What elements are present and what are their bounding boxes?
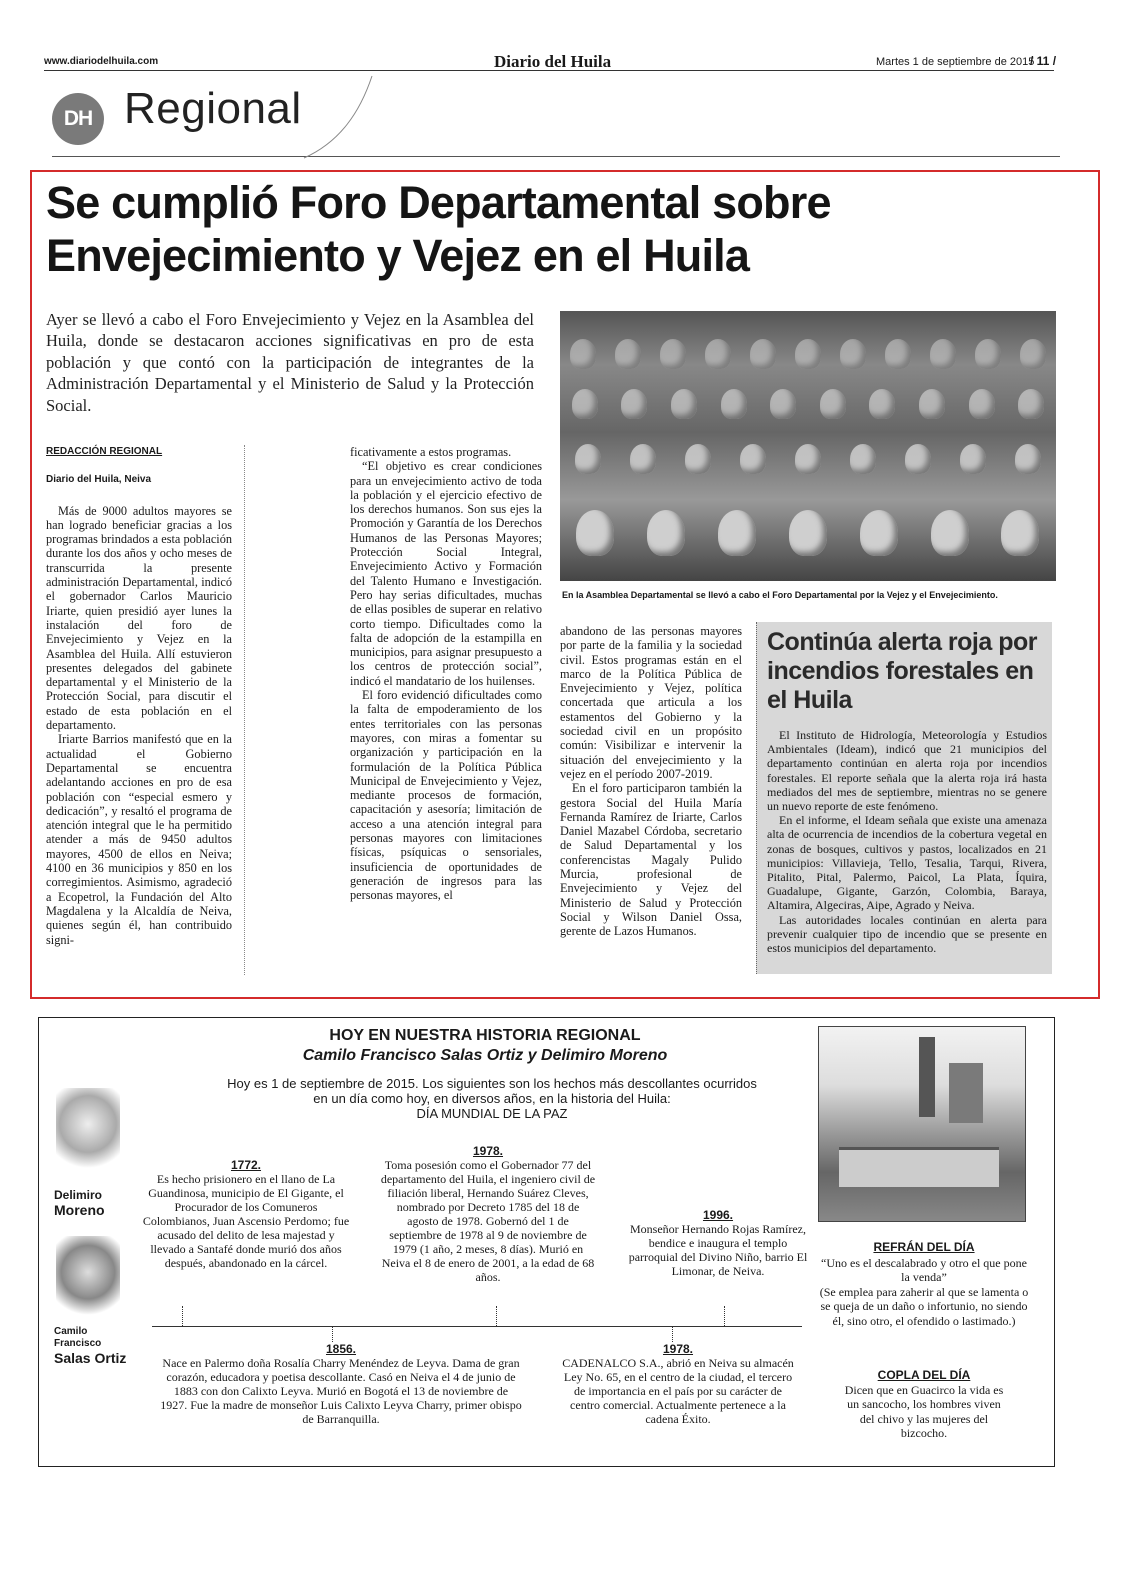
photo-caption: En la Asamblea Departamental se llevó a cabo el Foro Departamental por la Vejez y el Envejecimiento. xyxy=(562,590,998,600)
body-paragraph: abandono de las personas mayores por parte de la familia y la sociedad civil. Estos programas están en el marco de la Política Pública de Envejecimiento y Vejez, política concertada que articula a los estamentos del Gobierno y la sociedad civil en un propósito común: Visibilizar e intervenir la situación del envejecimiento y la vejez en el período 2007-2019. xyxy=(560,624,742,781)
copla-text: Dicen que en Guacirco la vida es un sancocho, los hombres viven del chivo y las mujeres del bizcocho. xyxy=(844,1382,1004,1440)
body-paragraph: En el foro participaron también la gestora Social del Huila María Fernanda Ramírez de Iriarte, Carlos Daniel Mazabel Córdoba, secretario de Salud Departamental y los conferencistas Magaly Pulido Murcia, profesional de Envejecimiento y Vejez del Ministerio de Salud y Protección Social y Wilson Daniel Ossa, gerente de Lazos Humanos. xyxy=(560,781,742,939)
header-rule xyxy=(44,70,1054,71)
event-1978-gov xyxy=(380,1144,596,1284)
author-first-name: Delimiro xyxy=(54,1188,103,1202)
copla-title: COPLA DEL DÍA xyxy=(877,1368,971,1382)
sidebar-paragraph: En el informe, el Ideam señala que existe una amenaza alta de ocurrencia de incendios de la cobertura vegetal en zonas de bosques, cultivos y pastos, localizados en 21 municipios: Villavieja, Tello, Tesalia, Tarqui, Rivera, Pitalito, Pital, Palermo, Paicol, La Plata, Íquira, Guadalupe, Gigante, Garzón, Colombia, Baraya, Altamira, Algeciras, Aipe, Agrado y Neiva. xyxy=(767,813,1047,913)
timeline-tick xyxy=(724,1306,725,1326)
event-year: 1978. xyxy=(662,1342,694,1356)
assembly-photo xyxy=(560,311,1056,581)
body-paragraph: “El objetivo es crear condiciones para un envejecimiento activo de toda la población y el ejercicio efectivo de los derechos humanos. Son sus ejes la Promoción y Garantía de los Derechos Humanos de las Personas Mayores; Protección Social Integral, Envejecimiento Activo y Formación del Talento Humano e Investigación. Pero hay serias dificultades, muchas de ellas posibles de superar en relativo corto tiempo. Dificultades como la falta de adopción de la estampilla en municipios, para asignar presupuesto a los centros de protección social”, indicó el mandatario de los huilenses. xyxy=(350,459,542,688)
headline-line-1: Se cumplió Foro Departamental sobre xyxy=(46,177,831,228)
event-text: Monseñor Hernando Rojas Ramírez, bendice e inaugura el templo parroquial del Divino Niño, barrio El Limonar, de Neiva. xyxy=(628,1222,808,1278)
byline: REDACCIÓN REGIONAL xyxy=(46,446,163,457)
history-heading xyxy=(236,1026,734,1066)
history-subtitle: Camilo Francisco Salas Ortiz y Delimiro Moreno xyxy=(302,1047,668,1064)
headline xyxy=(46,176,1086,282)
refran-block xyxy=(816,1240,1032,1328)
timeline-tick xyxy=(332,1326,333,1342)
author-middle-name: Francisco xyxy=(54,1338,102,1349)
photo-crowd-front xyxy=(560,436,1056,474)
event-1978-cadenalco xyxy=(560,1342,796,1426)
timeline-tick xyxy=(672,1326,673,1342)
building xyxy=(949,1063,983,1123)
dh-logo: DH xyxy=(52,93,104,145)
event-1856 xyxy=(160,1342,522,1426)
sidebar-title: Continúa alerta roja por incendios forestales en el Huila xyxy=(767,628,1037,714)
photo-crowd-mid xyxy=(560,381,1056,419)
city-photo xyxy=(818,1026,1026,1222)
refran-explanation: (Se emplea para zaherir al que se lamenta o se queja de un daño o infortunio, no siendo él, sino otro, el ofendido o lastimado.) xyxy=(819,1284,1029,1328)
photo-crowd-first-row xyxy=(560,496,1056,556)
history-intro xyxy=(222,1076,762,1121)
history-intro-day: DÍA MUNDIAL DE LA PAZ xyxy=(416,1106,568,1121)
headline-line-2: Envejecimiento y Vejez en el Huila xyxy=(46,230,750,281)
author-name-delimiro xyxy=(54,1188,105,1218)
timeline-tick xyxy=(182,1306,183,1326)
column-2 xyxy=(350,445,542,903)
lead-paragraph: Ayer se llevó a cabo el Foro Envejecimiento y Vejez en la Asamblea del Huila, donde se destacaron acciones significativas en pro de esta población y que contó con la participación de integrantes de la Administración Departamental y el Ministerio de Salud y la Protección Social. xyxy=(46,310,534,415)
body-paragraph: Iriarte Barrios manifestó que en la actualidad el Gobierno Departamental se encuentra adelantando acciones en pro de esa población con “especial esmero y dedicación”, y resaltó el programa de atención integral que le ha permitido atender a más de 9450 adultos mayores, 4500 de ellos en Neiva; 4100 en 36 municipios y 850 en los corregimientos. Asimismo, agradeció a Ecopetrol, la Fundación del Alto Magdalena y la Alcaldía de Neiva, quienes según él, han contribuido signi- xyxy=(46,732,232,947)
author-first-name: Camilo xyxy=(54,1326,88,1337)
column-1 xyxy=(46,445,232,947)
event-text: Es hecho prisionero en el llano de La Guandinosa, municipio de El Gigante, el Procurador de los Comuneros Colombianos, Juan Ascensio Perdomo; fue acusado del delito de lesa majestad y llevado a Santafé donde murió dos años después, abandonado en la cárcel. xyxy=(142,1172,350,1270)
event-text: Toma posesión como el Gobernador 77 del departamento del Huila, el ingeniero civil de filiación liberal, Hernando Suárez Cleves, nombrado por Decreto 1785 del 18 de agosto de 1978. Gobernó del 1 de septiembre de 1978 al 9 de noviembre de 1979 (1 año, 2 meses, 8 días). Murió en Neiva el 8 de enero de 2001, a la edad de 68 años. xyxy=(380,1158,596,1284)
author-photo-camilo xyxy=(56,1236,120,1322)
building xyxy=(839,1147,999,1187)
body-paragraph: ficativamente a estos programas. xyxy=(350,445,512,459)
alert-sidebar xyxy=(756,622,1052,974)
author-name-camilo xyxy=(54,1326,126,1366)
sidebar-paragraph: El Instituto de Hidrología, Meteorología y Estudios Ambientales (Ideam), indicó que 21 municipios del departamento continúan en alerta roja por incendios forestales. El reporte señala que la alerta roja irá hasta mediados del mes de septiembre, mientras no se genere un nuevo reporte de este fenómeno. xyxy=(767,728,1047,814)
event-year: 1996. xyxy=(702,1208,734,1222)
site-url: www.diariodelhuila.com xyxy=(44,56,159,67)
column-divider xyxy=(244,445,245,975)
paper-name: Diario del Huila xyxy=(494,52,612,71)
page-number: / 11 / xyxy=(1030,54,1057,68)
column-3 xyxy=(560,624,742,939)
body-paragraph: Más de 9000 adultos mayores se han logrado beneficiar gracias a los programas brindados a esta población durante los dos años y ocho meses de transcurrida la presente administración Departamental, indicó el gobernador Carlos Mauricio Iriarte, quien presidió ayer lunes la instalación del foro de Envejecimiento y Vejez en la Asamblea del Huila. Allí estuvieron presentes delegados del gabinete departamental y el Ministerio de la Protección Social, para discutir el estado de esta población en el departamento. xyxy=(46,503,232,733)
copla-block xyxy=(842,1368,1006,1441)
section-rule xyxy=(52,156,1060,157)
event-1996 xyxy=(626,1208,810,1278)
church-tower xyxy=(919,1037,935,1117)
author-last-name: Salas Ortiz xyxy=(54,1350,127,1366)
section-title: Regional xyxy=(124,84,302,133)
history-intro-text: Hoy es 1 de septiembre de 2015. Los siguientes son los hechos más descollantes ocurridos en un día como hoy, en diversos años, en la historia del Huila: xyxy=(227,1076,757,1106)
event-text: CADENALCO S.A., abrió en Neiva su almacén Ley No. 65, en el centro de la ciudad, el tercero de importancia en el país por su carácter de centro comercial. Actualmente pertenece a la cadena Éxito. xyxy=(562,1356,794,1426)
refran-quote: “Uno es el descalabrado y otro el que pone la venda” xyxy=(821,1255,1027,1284)
refran-title: REFRÁN DEL DÍA xyxy=(873,1240,975,1254)
swoosh-icon xyxy=(300,72,380,162)
photo-crowd-back xyxy=(560,331,1056,369)
event-year: 1772. xyxy=(230,1158,262,1172)
author-photo-delimiro xyxy=(56,1088,120,1178)
body-paragraph: El foro evidenció dificultades como la falta de empoderamiento de los entes territoriales con las personas mayores, con miras a fomentar su organización y participación en la formulación de la Política Pública Municipal de Envejecimiento y Vejez, mediante procesos de formación, capacitación y asesoría; limitación de acceso a una atención integral para personas mayores con limitaciones físicas, psíquicas o sensoriales, insuficiencia de oportunidades de generación de ingresos para las personas mayores, el xyxy=(350,688,542,903)
author-last-name: Moreno xyxy=(54,1202,105,1218)
dateline: Diario del Huila, Neiva xyxy=(46,474,152,486)
event-1772 xyxy=(142,1158,350,1270)
issue-date: Martes 1 de septiembre de 2015 xyxy=(876,56,1035,68)
sidebar-body xyxy=(767,728,1047,955)
history-title: HOY EN NUESTRA HISTORIA REGIONAL xyxy=(329,1027,641,1044)
event-text: Nace en Palermo doña Rosalía Charry Menéndez de Leyva. Dama de gran corazón, educadora y poetisa descollante. Casó en Neiva el 4 de junio de 1883 con don Calixto Leyva. Murió en Bogotá el 13 de noviembre de 1927. Fue la madre de monseñor Luis Calixto Leyva Charry, primer obispo de Barranquilla. xyxy=(160,1356,522,1426)
event-year: 1978. xyxy=(472,1144,504,1158)
timeline-tick xyxy=(496,1306,497,1326)
timeline-axis xyxy=(152,1326,802,1327)
event-year: 1856. xyxy=(325,1342,357,1356)
sidebar-paragraph: Las autoridades locales continúan en alerta para prevenir cualquier tipo de incendio que se presente en estos municipios del departamento. xyxy=(767,912,1047,956)
